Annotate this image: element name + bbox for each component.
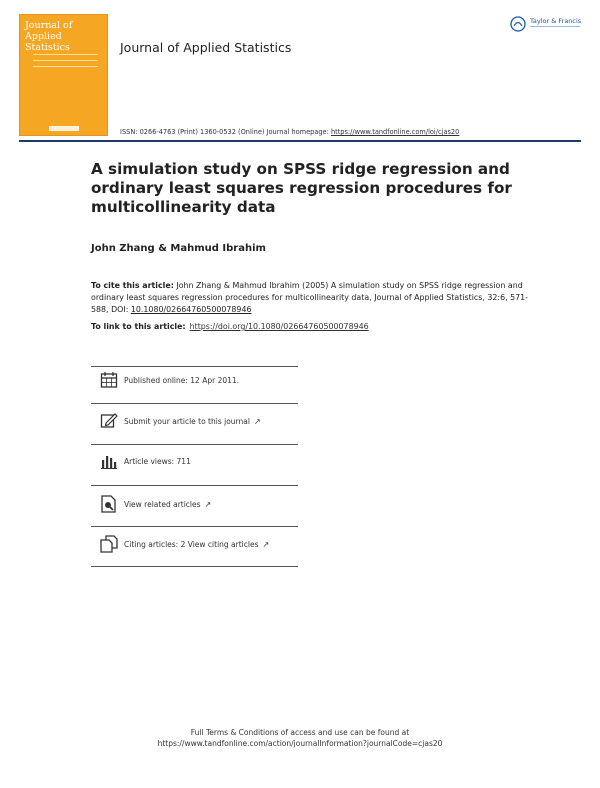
published-online-text: Published online: 12 Apr 2011. (124, 375, 240, 385)
external-link-icon: ↗ (253, 416, 261, 426)
journal-homepage-link[interactable]: https://www.tandfonline.com/loi/cjas20 (330, 128, 460, 136)
citing-articles-link[interactable]: Citing articles: 2 View citing articles (124, 539, 259, 549)
cover-publisher-logo (49, 126, 79, 131)
cite-text: John Zhang & Mahmud Ibrahim (2005) A simulation study on SPSS ridge regression and ordinary least squares regression procedures for multicollinearity data, Journal of Applied Statistics, 32:6, 571-588, DOI: (91, 281, 529, 314)
journal-cover-image (19, 14, 108, 136)
info-divider (91, 526, 298, 527)
link-label: To link to this article: (91, 322, 186, 331)
submit-article-link[interactable]: Submit your article to this journal (124, 416, 250, 426)
header-divider (19, 140, 581, 142)
info-divider (91, 485, 298, 486)
publisher-name: Taylor & Francis (530, 17, 582, 25)
info-divider (91, 566, 298, 567)
cite-label: To cite this article: (91, 281, 174, 290)
article-doi-link[interactable]: https://doi.org/10.1080/02664760500078946 (189, 322, 369, 331)
info-divider (91, 403, 298, 404)
article-views-text: Article views: 711 (124, 456, 191, 466)
published-online-row (100, 371, 239, 389)
cover-title-line2: Applied Statistics (25, 31, 70, 53)
footer-terms-link[interactable]: https://www.tandfonline.com/action/journalInformation?journalCode=cjas20 (157, 739, 443, 748)
journal-name: Journal of Applied Statistics (120, 40, 292, 55)
cover-decor-line (33, 54, 98, 55)
article-views-row (100, 452, 191, 470)
publisher-tagline-line (530, 26, 580, 27)
citing-articles-row[interactable] (100, 535, 269, 553)
footer (0, 727, 600, 749)
article-authors: John Zhang & Mahmud Ibrahim (91, 243, 266, 254)
info-divider (91, 366, 298, 367)
related-articles-row[interactable] (100, 495, 211, 513)
publisher-logo (510, 16, 588, 38)
issn-line (120, 128, 459, 136)
cover-title-line1: Journal of (25, 20, 73, 31)
external-link-icon: ↗ (262, 539, 270, 549)
footer-terms-text: Full Terms & Conditions of access and use can be found at (190, 728, 410, 737)
cover-decor-line (33, 60, 98, 61)
article-title: A simulation study on SPSS ridge regression and ordinary least squares regression procedures for multicollinearity data (91, 160, 512, 216)
cover-title (25, 20, 104, 53)
edit-icon (100, 412, 118, 430)
cite-doi-link[interactable]: 10.1080/02664760500078946 (130, 305, 252, 314)
issn-text: ISSN: 0266-4763 (Print) 1360-0532 (Online) Journal homepage: (120, 128, 331, 136)
document-search-icon (100, 495, 118, 513)
citation-block (91, 280, 531, 316)
bar-chart-icon (100, 452, 118, 470)
copy-documents-icon (100, 535, 118, 553)
info-divider (91, 444, 298, 445)
article-link-line (91, 322, 369, 331)
calendar-icon (100, 371, 118, 389)
external-link-icon: ↗ (204, 499, 212, 509)
related-articles-link[interactable]: View related articles (124, 499, 201, 509)
submit-article-row[interactable] (100, 412, 261, 430)
cover-decor-line (33, 66, 98, 67)
publisher-logo-icon (510, 16, 526, 32)
